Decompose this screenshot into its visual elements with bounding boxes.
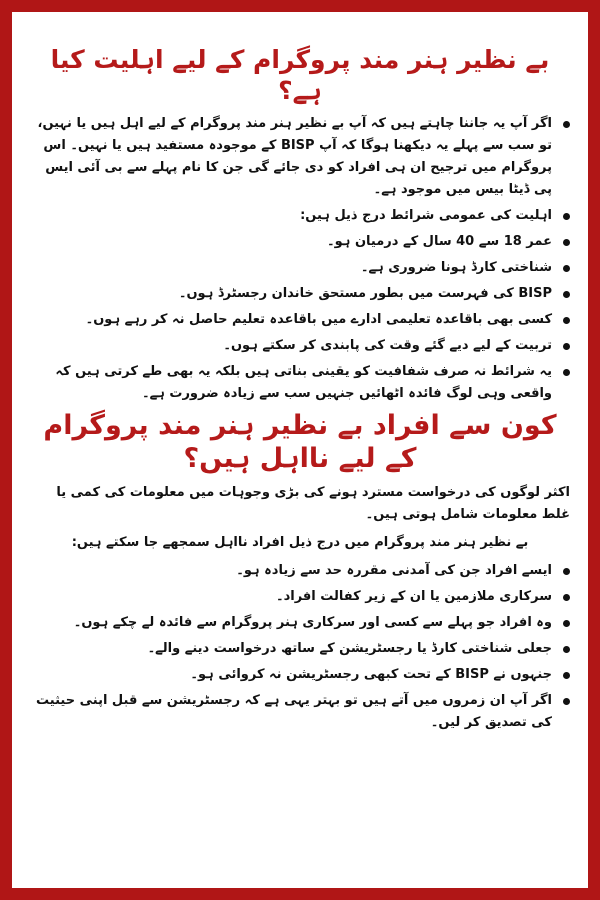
list-item: جنہوں نے BISP کے تحت کبھی رجسٹریشن نہ کروائی ہو۔ [26,664,574,686]
list-item: تربیت کے لیے دیے گئے وقت کی پابندی کر سکتے ہوں۔ [26,335,574,357]
ineligibility-heading: کون سے افراد بے نظیر ہنر مند پروگرام کے لیے نااہل ہیں؟ [43,409,557,475]
list-item: کسی بھی باقاعدہ تعلیمی ادارے میں باقاعدہ تعلیم حاصل نہ کر رہے ہوں۔ [26,309,574,331]
list-item: یہ شرائط نہ صرف شفافیت کو یقینی بناتی ہیں بلکہ یہ بھی طے کرتی ہیں کہ واقعی وہی لوگ فائدہ اٹھائیں جنہیں سب سے زیادہ ضرورت ہے۔ [26,361,574,405]
list-item: وہ افراد جو پہلے سے کسی اور سرکاری ہنر پروگرام سے فائدہ لے چکے ہوں۔ [26,612,574,634]
list-item: جعلی شناختی کارڈ یا رجسٹریشن کے ساتھ درخواست دینے والے۔ [26,638,574,660]
list-item: اہلیت کی عمومی شرائط درج ذیل ہیں: [26,205,574,227]
eligibility-heading: بے نظیر ہنر مند پروگرام کے لیے اہلیت کیا ہے؟ [50,45,550,106]
list-item: BISP کی فہرست میں بطور مستحق خاندان رجسٹرڈ ہوں۔ [26,283,574,305]
list-item: اگر آپ یہ جاننا چاہتے ہیں کہ آپ بے نظیر ہنر مند پروگرام کے لیے اہل ہیں یا نہیں، تو سب سے پہلے یہ دیکھنا ہوگا کہ آپ BISP کے موجودہ مستفید ہیں یا نہیں۔ اس پروگرام میں ترجیح ان ہی افراد کو دی جائے گی جن کا نام پہلے سے بی آئی ایس پی ڈیٹا بیس میں موجود ہے۔ [26,113,574,201]
intro-paragraph: اکثر لوگوں کی درخواست مسترد ہونے کی بڑی وجوہات میں معلومات کی کمی یا غلط معلومات شامل ہوتی ہیں۔ [56,485,570,522]
list-item: سرکاری ملازمین یا ان کے زیر کفالت افراد۔ [26,586,574,608]
intro-paragraph-2: بے نظیر ہنر مند پروگرام میں درج ذیل افراد نااہل سمجھے جا سکتے ہیں: [71,535,529,550]
eligibility-list [26,113,574,405]
list-item: ایسے افراد جن کی آمدنی مقررہ حد سے زیادہ ہو۔ [26,560,574,582]
list-item: اگر آپ ان زمروں میں آتے ہیں تو بہتر یہی ہے کہ رجسٹریشن سے قبل اپنی حیثیت کی تصدیق کر لیں۔ [26,690,574,734]
list-item: عمر 18 سے 40 سال کے درمیان ہو۔ [26,231,574,253]
list-item: شناختی کارڈ ہونا ضروری ہے۔ [26,257,574,279]
article-content [26,26,574,878]
ineligibility-list [26,560,574,734]
